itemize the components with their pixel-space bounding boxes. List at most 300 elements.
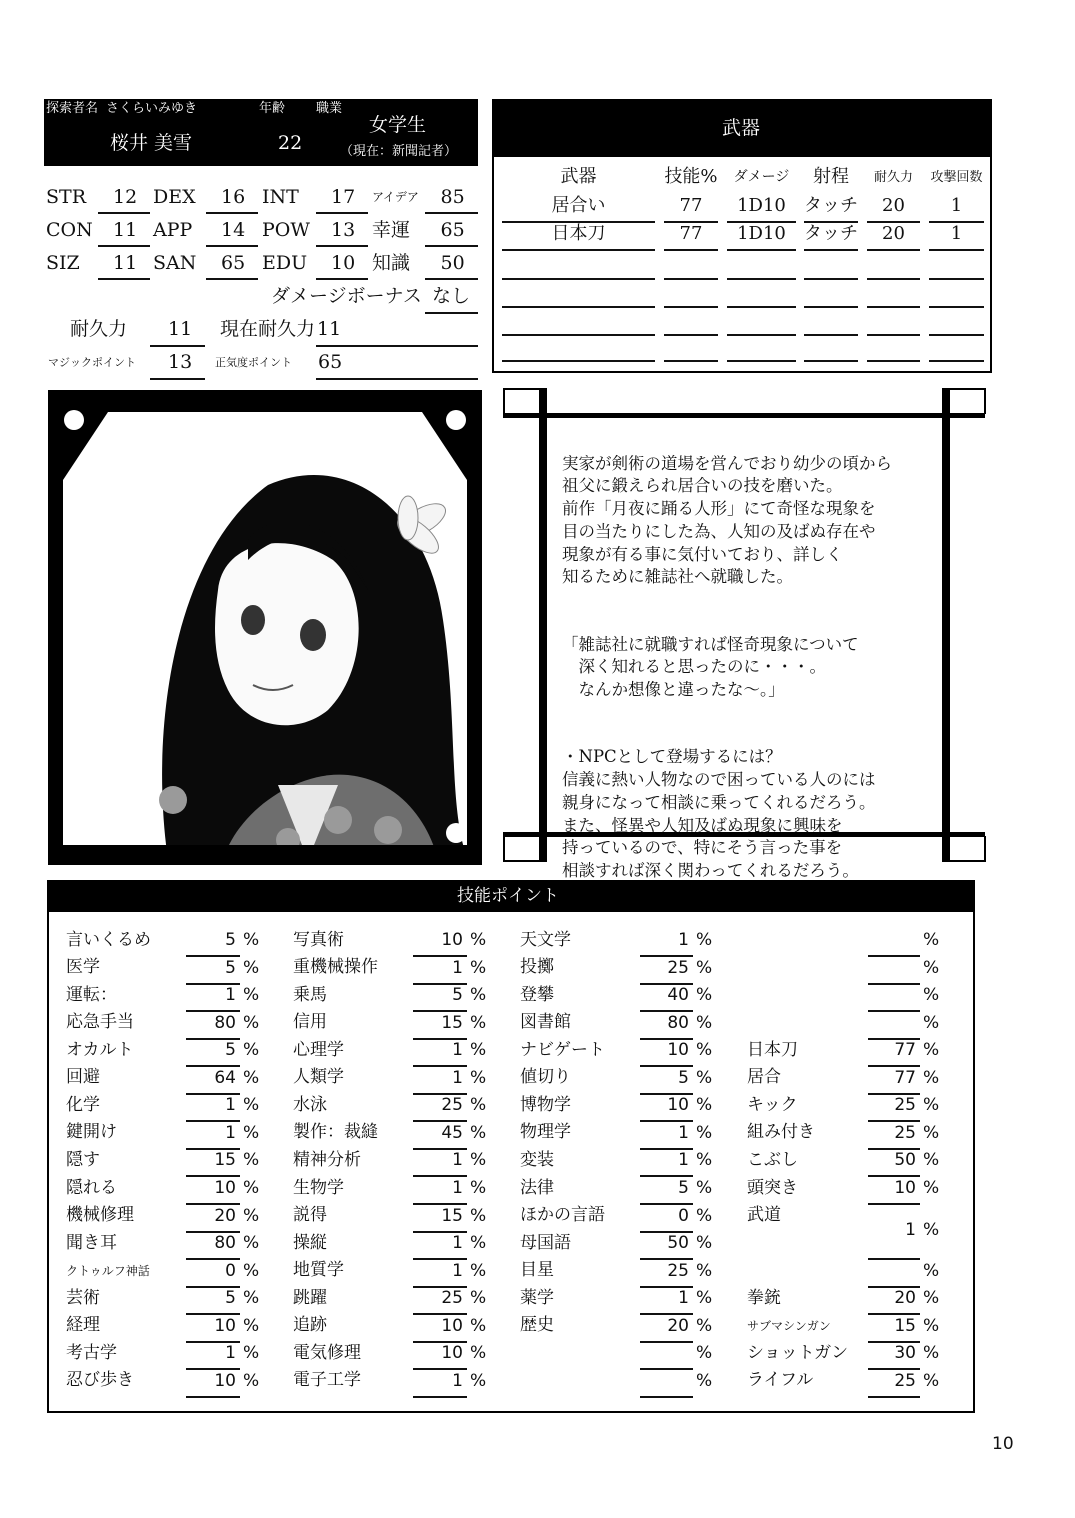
- weapon-cell: タッチ: [804, 195, 858, 216]
- skill-underline[interactable]: [868, 1396, 920, 1398]
- current-hp-label: 現在耐久力: [220, 318, 316, 340]
- skill-value: 10: [667, 1095, 689, 1116]
- skill-underline[interactable]: [640, 1065, 693, 1067]
- percent-sign: %: [243, 985, 260, 1006]
- percent-sign: %: [470, 1095, 487, 1116]
- percent-sign: %: [696, 1260, 713, 1281]
- skill-value: 77: [894, 1040, 916, 1061]
- skill-underline[interactable]: [413, 1313, 467, 1315]
- skill-label: 鍵開け: [66, 1122, 117, 1143]
- weapon-row-underline: [867, 334, 920, 336]
- stat-underline: [316, 278, 368, 280]
- weapon-row-underline: [804, 306, 858, 308]
- weapon-cell: 日本刀: [551, 223, 606, 244]
- skill-label: 水泳: [293, 1094, 327, 1115]
- skill-value: 10: [214, 1315, 236, 1336]
- bio-paragraph: 実家が剣術の道場を営んでおり幼少の頃から 祖父に鍛えられ居合いの技を磨いた。 前作「月夜に踊る人形」にて奇怪な現象を 目の当たりにした為、人知の及ばぬ存在や 現象が有る事に気付いており、詳しく 知るために雑誌社へ就職した。: [562, 453, 892, 587]
- weapon-row-underline: [664, 221, 718, 223]
- percent-sign: %: [243, 1095, 260, 1116]
- percent-sign: %: [696, 985, 713, 1006]
- skill-value: 0: [678, 1205, 689, 1226]
- percent-sign: %: [470, 1288, 487, 1309]
- weapon-row-underline: [804, 334, 858, 336]
- percent-sign: %: [923, 1067, 940, 1088]
- weapon-row-underline: [867, 249, 920, 251]
- mp-value: 13: [168, 351, 193, 373]
- weapon-row-underline: [502, 360, 655, 362]
- percent-sign: %: [243, 1067, 260, 1088]
- skill-value: 10: [441, 1343, 463, 1364]
- percent-sign: %: [696, 1178, 713, 1199]
- weapon-row-underline: [867, 306, 920, 308]
- weapon-row-underline: [727, 278, 796, 280]
- stat-value-con: 11: [113, 219, 138, 241]
- skill-value: 1: [225, 1095, 236, 1116]
- weapon-column-header: 攻撃回数: [930, 169, 983, 185]
- weapon-cell: タッチ: [804, 223, 858, 244]
- current-hp-underline: [316, 345, 478, 347]
- skill-value: 20: [667, 1315, 689, 1336]
- percent-sign: %: [923, 1150, 940, 1171]
- skill-value: 5: [225, 957, 236, 978]
- percent-sign: %: [923, 1122, 940, 1143]
- skill-label: 投擲: [520, 957, 554, 978]
- stat-label-san: SAN: [153, 251, 197, 274]
- mp-underline: [150, 378, 205, 380]
- percent-sign: %: [923, 930, 940, 950]
- stat-underline: [316, 245, 368, 247]
- weapon-row-underline: [727, 360, 796, 362]
- skill-value: 1: [678, 1122, 689, 1143]
- skill-label: 電気修理: [293, 1342, 361, 1363]
- percent-sign: %: [470, 1370, 487, 1391]
- stat-underline: [316, 212, 368, 214]
- skill-underline[interactable]: [186, 1258, 240, 1260]
- skill-value: 5: [678, 1178, 689, 1199]
- skill-underline[interactable]: [186, 1396, 240, 1398]
- skill-underline[interactable]: [413, 955, 467, 957]
- current-hp-value: 11: [317, 318, 342, 340]
- percent-sign: %: [696, 1315, 713, 1336]
- skill-label: 天文学: [520, 929, 571, 950]
- percent-sign: %: [470, 957, 487, 978]
- weapon-row-underline: [727, 334, 796, 336]
- skill-label: 変装: [520, 1149, 554, 1170]
- skill-value: 1: [678, 1150, 689, 1171]
- skill-underline[interactable]: [186, 1010, 240, 1012]
- skill-label: 説得: [293, 1205, 327, 1226]
- skill-label: 物理学: [520, 1122, 571, 1143]
- weapon-row-underline: [804, 360, 858, 362]
- skill-underline[interactable]: [186, 955, 240, 957]
- weapon-row-underline: [664, 278, 718, 280]
- weapon-row-underline: [804, 221, 858, 223]
- weapon-row-underline: [502, 334, 655, 336]
- age-value: 22: [278, 132, 303, 154]
- skill-value: 25: [441, 1288, 463, 1309]
- stat-value-dex: 16: [221, 186, 246, 208]
- skill-label: 聞き耳: [66, 1232, 117, 1253]
- skill-value: 25: [894, 1370, 916, 1391]
- weapon-cell: 居合い: [551, 195, 606, 216]
- age-label: 年齢: [259, 101, 286, 116]
- weapon-cell: 1D10: [737, 223, 786, 244]
- skill-underline[interactable]: [413, 1010, 467, 1012]
- skill-label: オカルト: [66, 1039, 134, 1060]
- percent-sign: %: [696, 930, 713, 950]
- skill-label: こぶし: [747, 1149, 798, 1170]
- percent-sign: %: [243, 1370, 260, 1391]
- percent-sign: %: [470, 1233, 487, 1254]
- weapon-cell: 1: [950, 223, 963, 244]
- skill-value: 50: [894, 1150, 916, 1171]
- skill-value: 10: [441, 930, 463, 950]
- frame-corner-br: [948, 836, 986, 862]
- skill-underline[interactable]: [868, 983, 920, 985]
- percent-sign: %: [923, 1370, 940, 1391]
- percent-sign: %: [696, 1288, 713, 1309]
- percent-sign: %: [470, 1012, 487, 1033]
- skill-label: 歴史: [520, 1315, 554, 1336]
- percent-sign: %: [923, 1288, 940, 1309]
- percent-sign: %: [696, 1343, 713, 1364]
- skill-underline[interactable]: [413, 1258, 467, 1260]
- skill-value: 77: [894, 1067, 916, 1088]
- weapon-cell: 20: [882, 223, 905, 244]
- percent-sign: %: [243, 1288, 260, 1309]
- skill-label: 機械修理: [66, 1205, 134, 1226]
- weapon-row-underline: [727, 306, 796, 308]
- bio-text: [562, 430, 892, 905]
- skill-label: 博物学: [520, 1094, 571, 1115]
- skill-value: 25: [894, 1122, 916, 1143]
- occupation-label: 職業: [316, 101, 343, 116]
- stat-value-san: 65: [221, 252, 246, 274]
- weapon-row-underline: [664, 306, 718, 308]
- skill-value: 25: [667, 1260, 689, 1281]
- stat-underline: [98, 245, 150, 247]
- stat-underline: [425, 245, 478, 247]
- percent-sign: %: [243, 1343, 260, 1364]
- skill-value: 5: [225, 1040, 236, 1061]
- skill-label: 生物学: [293, 1177, 344, 1198]
- skill-value: 1: [678, 930, 689, 950]
- stat-label-str: STR: [46, 185, 86, 208]
- frame-corner-tl: [503, 388, 541, 414]
- skill-label: 芸術: [66, 1287, 100, 1308]
- name-label: 探索者名: [46, 101, 99, 116]
- skill-label: 応急手当: [66, 1012, 134, 1033]
- percent-sign: %: [243, 1233, 260, 1254]
- stat-value-pow: 13: [331, 219, 356, 241]
- skill-label: 運転：: [66, 984, 117, 1005]
- skill-label: 電子工学: [293, 1370, 361, 1391]
- skill-value: 10: [667, 1040, 689, 1061]
- skill-label: 薬学: [520, 1287, 554, 1308]
- percent-sign: %: [470, 1040, 487, 1061]
- skill-underline[interactable]: [186, 1313, 240, 1315]
- skill-value: 80: [214, 1233, 236, 1254]
- percent-sign: %: [470, 1122, 487, 1143]
- skill-label: 精神分析: [293, 1149, 361, 1170]
- skill-underline[interactable]: [868, 1313, 920, 1315]
- skill-value: 64: [214, 1067, 236, 1088]
- skill-underline[interactable]: [640, 1313, 693, 1315]
- skill-underline[interactable]: [640, 1010, 693, 1012]
- percent-sign: %: [470, 985, 487, 1006]
- skill-label: 登攀: [520, 984, 554, 1005]
- skill-label: 頭突き: [747, 1177, 798, 1198]
- skill-value: 1: [452, 1150, 463, 1171]
- stat-label-int: INT: [262, 185, 299, 208]
- skill-underline[interactable]: [640, 1341, 693, 1343]
- bio-quote: 「雑誌社に就職すれば怪奇現象について 深く知れると思ったのに・・・。 なんか想像と違ったな～。」: [562, 634, 859, 700]
- skill-label: 追跡: [293, 1315, 327, 1336]
- skill-value: 10: [894, 1178, 916, 1199]
- stat-underline: [98, 278, 150, 280]
- damage-bonus-underline: [425, 312, 478, 314]
- percent-sign: %: [243, 930, 260, 950]
- skill-value: 5: [225, 930, 236, 950]
- stat-label-知識: 知識: [372, 251, 411, 274]
- skill-label: 目星: [520, 1260, 554, 1281]
- skill-value: 20: [214, 1205, 236, 1226]
- skill-label: 製作：裁縫: [293, 1122, 378, 1143]
- skill-value: 0: [225, 1260, 236, 1281]
- hp-underline: [150, 345, 205, 347]
- stat-label-dex: DEX: [153, 185, 196, 208]
- skill-underline[interactable]: [186, 1203, 240, 1205]
- percent-sign: %: [470, 1150, 487, 1171]
- stat-label-幸運: 幸運: [372, 218, 411, 241]
- percent-sign: %: [696, 957, 713, 978]
- percent-sign: %: [696, 1150, 713, 1171]
- skill-underline[interactable]: [640, 1258, 693, 1260]
- weapon-column-header: 技能%: [664, 166, 718, 187]
- skill-label: 法律: [520, 1177, 554, 1198]
- skill-label: 値切り: [520, 1067, 571, 1088]
- skill-underline[interactable]: [640, 955, 693, 957]
- bio-npc-note: ・NPCとして登場するには？ 信義に熱い人物なので困っている人のには 親身になって相談に乗ってくれるだろう。 また、怪異や人知及ばぬ現象に興味を 持っているので、特にそう言った事を 相談すれば深く関わってくれるだろう。: [562, 747, 876, 880]
- weapon-column-header: 耐久力: [873, 169, 913, 185]
- hp-label: 耐久力: [70, 318, 128, 340]
- skill-value: 5: [225, 1288, 236, 1309]
- skill-label: 人類学: [293, 1067, 344, 1088]
- skill-label: 図書館: [520, 1012, 571, 1033]
- skill-value: 10: [214, 1370, 236, 1391]
- percent-sign: %: [696, 1040, 713, 1061]
- stat-label-siz: SIZ: [46, 251, 80, 274]
- skill-value: 1: [225, 1122, 236, 1143]
- skill-label: 操縦: [293, 1232, 327, 1253]
- skill-underline[interactable]: [868, 1258, 920, 1260]
- stat-value-edu: 10: [331, 252, 356, 274]
- percent-sign: %: [243, 1260, 260, 1281]
- weapon-row-underline: [727, 221, 796, 223]
- skill-label: キック: [747, 1094, 798, 1115]
- percent-sign: %: [923, 1343, 940, 1364]
- percent-sign: %: [470, 930, 487, 950]
- skill-label: 医学: [66, 957, 100, 978]
- weapon-row-underline: [867, 278, 920, 280]
- skill-value: 5: [678, 1067, 689, 1088]
- stat-underline: [425, 278, 478, 280]
- weapon-column-header: ダメージ: [733, 169, 790, 185]
- stat-underline: [206, 245, 258, 247]
- percent-sign: %: [923, 1178, 940, 1199]
- skill-value: 1: [452, 1178, 463, 1199]
- stat-label-edu: EDU: [262, 251, 308, 274]
- skill-value: 15: [441, 1012, 463, 1033]
- stat-underline: [206, 212, 258, 214]
- skill-underline[interactable]: [640, 1396, 693, 1398]
- skill-label: ショットガン: [747, 1342, 849, 1363]
- skill-label: 重機械操作: [293, 957, 378, 978]
- skill-value: 25: [667, 957, 689, 978]
- skill-underline[interactable]: [868, 1203, 920, 1205]
- skill-label: 忍び歩き: [66, 1370, 134, 1391]
- weapon-column-header: 武器: [560, 166, 597, 187]
- weapon-row-underline: [929, 278, 984, 280]
- weapons-header: [494, 101, 990, 157]
- skill-value: 10: [441, 1315, 463, 1336]
- skill-label: サブマシンガン: [747, 1318, 831, 1333]
- skill-label: 回避: [66, 1067, 100, 1088]
- sanity-points-label: 正気度ポイント: [215, 356, 292, 369]
- skill-underline[interactable]: [868, 1010, 920, 1012]
- frame-top-bar: [503, 413, 985, 418]
- stat-value-app: 14: [221, 219, 246, 241]
- weapon-row-underline: [929, 306, 984, 308]
- percent-sign: %: [696, 1095, 713, 1116]
- percent-sign: %: [923, 1260, 940, 1281]
- weapon-row-underline: [664, 249, 718, 251]
- frame-corner-tr: [948, 388, 986, 414]
- skill-label: ほかの言語: [520, 1205, 605, 1226]
- weapon-cell: 20: [882, 195, 905, 216]
- weapon-row-underline: [502, 278, 655, 280]
- skill-underline[interactable]: [186, 1065, 240, 1067]
- skill-label: 化学: [66, 1094, 100, 1115]
- percent-sign: %: [696, 1233, 713, 1254]
- weapon-row-underline: [867, 360, 920, 362]
- percent-sign: %: [243, 1150, 260, 1171]
- skill-value: 80: [214, 1012, 236, 1033]
- skill-value: 25: [441, 1095, 463, 1116]
- percent-sign: %: [470, 1343, 487, 1364]
- skill-underline[interactable]: [640, 1203, 693, 1205]
- skill-value: 1: [452, 1233, 463, 1254]
- percent-sign: %: [243, 1205, 260, 1226]
- sanity-points-value: 65: [318, 351, 343, 373]
- occupation-value: 女学生: [369, 114, 427, 136]
- weapons-title: 武器: [722, 117, 761, 139]
- skill-value: 1: [452, 1067, 463, 1088]
- stat-underline: [98, 212, 150, 214]
- percent-sign: %: [470, 1315, 487, 1336]
- skill-label: 居合: [747, 1067, 781, 1088]
- stat-value-int: 17: [331, 186, 356, 208]
- sanity-points-underline: [316, 378, 478, 380]
- skill-label: 言いくるめ: [66, 929, 151, 950]
- skill-label: 隠れる: [66, 1177, 117, 1198]
- skill-value: 1: [678, 1288, 689, 1309]
- weapon-cell: 1: [950, 195, 963, 216]
- percent-sign: %: [696, 1012, 713, 1033]
- skill-label: 跳躍: [293, 1287, 327, 1308]
- weapon-row-underline: [867, 221, 920, 223]
- skill-underline[interactable]: [413, 1203, 467, 1205]
- percent-sign: %: [696, 1122, 713, 1143]
- mp-label: マジックポイント: [48, 356, 136, 369]
- percent-sign: %: [243, 1315, 260, 1336]
- damage-bonus-value: なし: [432, 285, 471, 307]
- skill-value: 40: [667, 985, 689, 1006]
- weapon-cell: 77: [679, 195, 703, 216]
- frame-right-bar: [942, 388, 950, 862]
- stat-value-siz: 11: [113, 252, 138, 274]
- stat-value-アイデア: 85: [440, 186, 465, 208]
- skill-underline[interactable]: [413, 1396, 467, 1398]
- hp-value: 11: [168, 318, 193, 340]
- skill-underline[interactable]: [413, 1065, 467, 1067]
- weapon-row-underline: [929, 334, 984, 336]
- weapon-row-underline: [664, 360, 718, 362]
- stat-underline: [206, 278, 258, 280]
- skill-label: 隠す: [66, 1149, 100, 1170]
- portrait-frame: [48, 390, 482, 865]
- skill-value: 25: [894, 1095, 916, 1116]
- weapon-row-underline: [929, 360, 984, 362]
- skill-value: 10: [214, 1178, 236, 1199]
- character-name: 桜井 美雪: [110, 132, 193, 154]
- occupation-note: （現在：新聞記者）: [340, 144, 458, 159]
- skills-title: 技能ポイント: [457, 886, 559, 906]
- percent-sign: %: [923, 1040, 940, 1061]
- percent-sign: %: [470, 1067, 487, 1088]
- skill-value: 1: [452, 1040, 463, 1061]
- character-header: [44, 99, 478, 166]
- skills-header: [49, 882, 973, 912]
- skill-value: 15: [441, 1205, 463, 1226]
- percent-sign: %: [696, 1370, 713, 1391]
- skill-label: 写真術: [293, 929, 344, 950]
- skill-underline[interactable]: [868, 1065, 920, 1067]
- frame-corner-bl: [503, 836, 541, 862]
- percent-sign: %: [696, 1067, 713, 1088]
- skill-label: 組み付き: [747, 1122, 815, 1143]
- skill-value: 5: [452, 985, 463, 1006]
- weapon-cell: 77: [679, 223, 703, 244]
- stat-label-pow: POW: [262, 218, 310, 241]
- percent-sign: %: [923, 1315, 940, 1336]
- stat-label-app: APP: [153, 218, 193, 241]
- weapon-row-underline: [502, 221, 655, 223]
- skill-underline[interactable]: [868, 955, 920, 957]
- stat-value-知識: 50: [440, 252, 465, 274]
- character-portrait: [48, 390, 482, 865]
- skill-value: 50: [667, 1233, 689, 1254]
- name-kana: さくらいみゆき: [106, 101, 198, 116]
- skill-label: 乗馬: [293, 984, 327, 1005]
- percent-sign: %: [470, 1178, 487, 1199]
- skill-label: クトゥルフ神話: [66, 1263, 150, 1278]
- frame-left-bar: [539, 388, 547, 862]
- weapon-row-underline: [929, 249, 984, 251]
- skill-value: 15: [214, 1150, 236, 1171]
- weapon-row-underline: [804, 249, 858, 251]
- skill-underline[interactable]: [640, 1368, 693, 1370]
